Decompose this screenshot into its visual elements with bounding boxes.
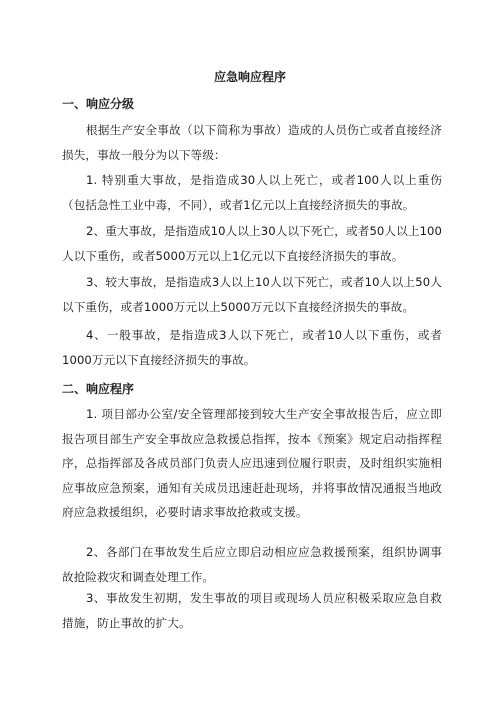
section-heading-response-levels: 一、响应分级 xyxy=(62,97,135,111)
intro-paragraph: 根据生产安全事故（以下简称为事故）造成的人员伤亡或者直接经济损失，事故一般分为以下等级： xyxy=(62,123,442,162)
procedure-3-paragraph: 3、事故发生初期，发生事故的项目或现场人员应积极采取应急自救措施，防止事故的扩大。 xyxy=(62,591,442,630)
level-3-paragraph: 3、较大事故，是指造成3人以上10人以下死亡，或者10人以上50人以下重伤，或者1000万元以上5000万元以下直接经济损失的事故。 xyxy=(62,275,442,314)
level-4-paragraph: 4、一般事故，是指造成3人以下死亡，或者10人以下重伤，或者1000万元以下直接经济损失的事故。 xyxy=(62,328,442,367)
section-heading-response-procedure: 二、响应程序 xyxy=(62,382,135,396)
procedure-1-paragraph: 1. 项目部办公室/安全管理部接到较大生产安全事故报告后，应立即报告项目部生产安全事故应急救援总指挥，按本《预案》规定启动指挥程序，总指挥部及各成员部门负责人应迅速到位履行职责，及时组织实施相应事故应急预案，通知有关成员迅速赶赴现场，并将事故情况通报当地政府应急救援组织，必要时请求事故抢救或支援。 xyxy=(62,407,442,519)
level-2-paragraph: 2、重大事故，是指造成10人以上30人以下死亡，或者50人以上100人以下重伤，或者5000万元以上1亿元以下直接经济损失的事故。 xyxy=(62,224,442,263)
procedure-2-paragraph: 2、各部门在事故发生后应立即启动相应应急救援预案，组织协调事故抢险救灾和调查处理工作。 xyxy=(62,545,442,584)
level-1-paragraph: 1. 特别重大事故，是指造成30人以上死亡，或者100人以上重伤（包括急性工业中毒，不同），或者1亿元以上直接经济损失的事故。 xyxy=(62,173,442,212)
document-title: 应急响应程序 xyxy=(213,70,286,84)
